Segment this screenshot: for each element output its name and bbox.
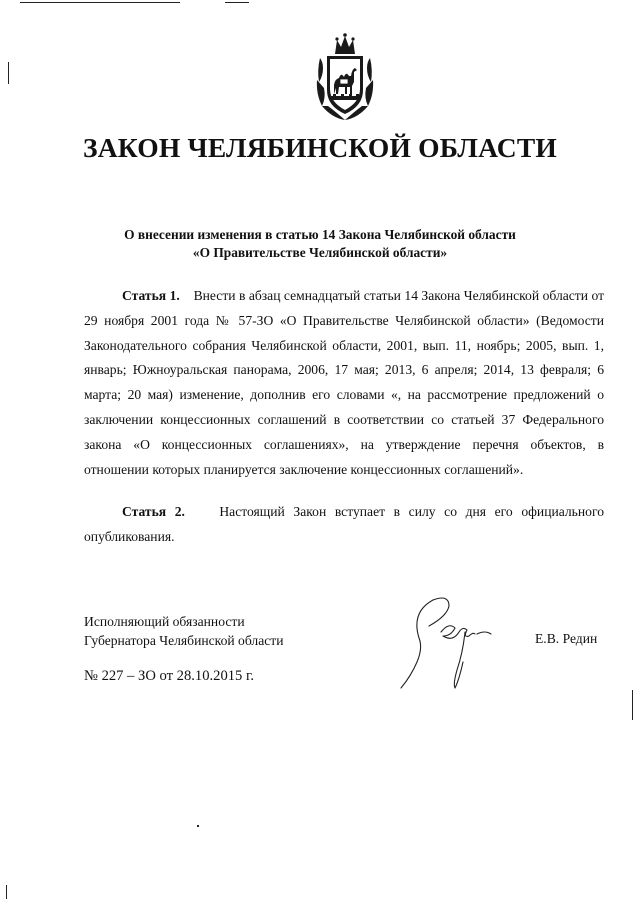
document-title: ЗАКОН ЧЕЛЯБИНСКОЙ ОБЛАСТИ: [83, 132, 557, 163]
scan-artifact-dot: [197, 825, 199, 827]
scan-artifact-right-edge: [632, 690, 633, 720]
scan-artifact-left-edge: [8, 62, 9, 84]
article-1: [84, 284, 604, 482]
article-1-label: Статья 1.: [122, 288, 180, 303]
article-2: [84, 500, 604, 550]
article-2-text: Настоящий Закон вступает в силу со дня его официального опубликования.: [84, 504, 604, 544]
article-1-text: Внести в абзац семнадцатый статьи 14 Закона Челябинской области от 29 ноября 2001 года № 57-ЗО «О Правительстве Челябинской области» (Ведомости Законодательного собрания Челябинской области, 2001, вып. 11, ноябрь; 2005, вып. 1, январь; Южноуральская панорама, 2006, 17 мая; 2013, 6 апреля; 2014, 13 февраля; 6 марта; 20 мая) изменение, дополнив его словами «, на рассмотрение предложений о заключении концессионных соглашений в соответствии со статьей 37 Федерального закона «О концессионных соглашениях», на утверждение перечня объектов, в отношении которых планируется заключение концессионных соглашений».: [84, 288, 605, 477]
scan-artifact-bottom-left: [6, 885, 7, 899]
scan-artifact-top-right: [225, 2, 249, 3]
law-number: № 227 – ЗО от 28.10.2015 г.: [84, 668, 254, 684]
signatory-position: [84, 612, 284, 650]
subtitle-line-1: О внесении изменения в статью 14 Закона Челябинской области: [124, 227, 516, 242]
signatory-position-line-2: Губернатора Челябинской области: [84, 633, 284, 648]
document-subtitle: [0, 226, 640, 262]
signatory-name: Е.В. Редин: [535, 631, 598, 646]
scan-artifact-top: [20, 2, 180, 3]
chelyabinsk-coat-of-arms-icon: [314, 30, 376, 122]
article-2-label: Статья 2.: [122, 504, 185, 519]
handwritten-signature-icon: [393, 592, 505, 696]
subtitle-line-2: «О Правительстве Челябинской области»: [192, 245, 448, 260]
signatory-position-line-1: Исполняющий обязанности: [84, 614, 245, 629]
